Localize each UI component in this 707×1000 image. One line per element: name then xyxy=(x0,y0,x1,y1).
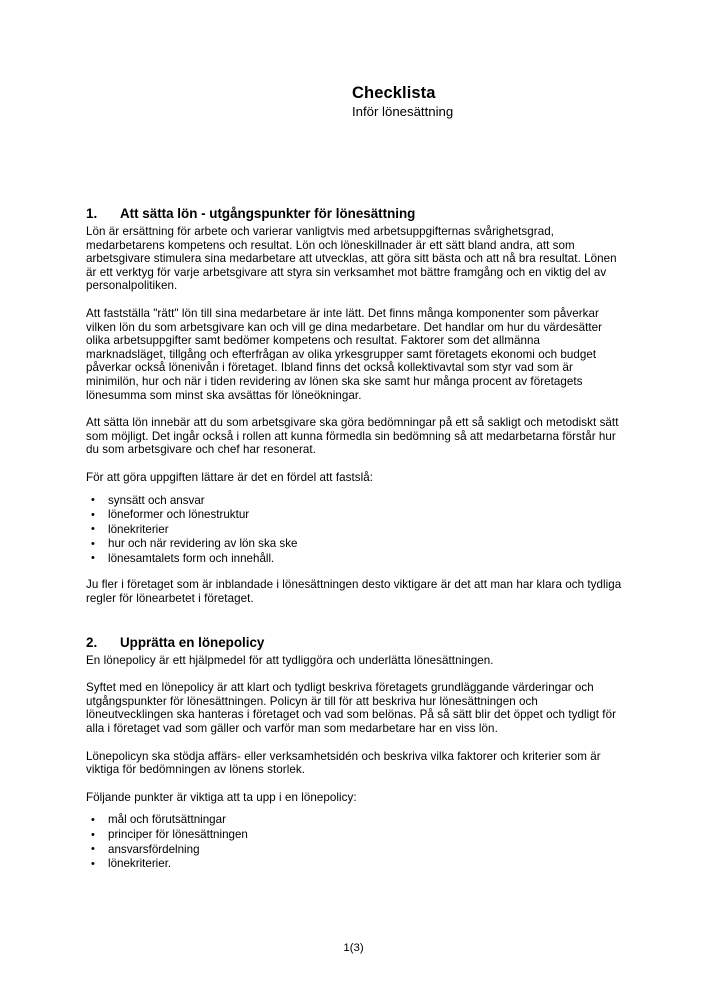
page-footer xyxy=(0,941,707,955)
list-item: • synsätt och ansvar xyxy=(86,494,622,509)
list-item: • mål och förutsättningar xyxy=(86,813,622,828)
section-1-paragraph-3: Att sätta lön innebär att du som arbetsgivare ska göra bedömningar på ett så sakligt och metodiskt sätt som möjligt. Det ingår också i rollen att kunna förmedla sin bedömning så att medarbetarna förstår hur du som arbetsgivare och chef har resonerat. xyxy=(86,416,619,457)
list-item: • lönekriterier xyxy=(86,523,622,538)
section-title-1: Att sätta lön - utgångspunkter för lönesättning xyxy=(120,206,416,221)
document-body xyxy=(86,206,622,884)
list-item: • lönekriterier. xyxy=(86,857,622,872)
list-item: • lönesamtalets form och innehåll. xyxy=(86,552,622,567)
section-1-bullet-list xyxy=(86,494,622,567)
list-item: • principer för lönesättningen xyxy=(86,828,622,843)
section-number-1: 1. xyxy=(86,206,98,221)
page-number: 1(3) xyxy=(343,942,364,954)
section-number-2: 2. xyxy=(86,634,98,650)
page-subtitle: Inför lönesättning xyxy=(352,104,454,119)
section-2-paragraph-3: Lönepolicyn ska stödja affärs- eller verksamhetsidén och beskriva vilka faktorer och kriterier som är viktiga för bedömningen av lönens storlek. xyxy=(86,749,601,777)
document-title-block xyxy=(352,84,652,120)
section-title-2: Upprätta en lönepolicy xyxy=(120,634,265,650)
section-2-paragraph-2: Syftet med en lönepolicy är att klart och tydligt beskriva företagets grundläggande värderingar och utgångspunkter för lönesättningen. Policyn är till för att beskriva hur lönesättningen och löneutvecklingen ska hanteras i företaget och vad som belönas. På så sätt blir det öppet och tydligt för alla i företaget vad som gäller och varför man som medarbetare har en viss lön. xyxy=(86,681,616,736)
section-1-paragraph-2: Att fastställa "rätt" lön till sina medarbetare är inte lätt. Det finns många komponenter som påverkar vilken lön du som arbetsgivare kan och vill ge dina medarbetare. Det handlar om hur du värdesätter olika arbetsuppgifter samt bedömer kompetens och resultat. Faktorer som det allmänna marknadsläget, tillgång och efterfrågan av olika yrkesgrupper samt företagets ekonomi och budget påverkar också lönenivån i företaget. Ibland finns det också kollektivavtal som styr vad som är minimilön, hur och när i tiden revidering av lönen ska ske samt hur många procent av företagets lönesumma som minst ska avsättas för löneökningar. xyxy=(86,306,603,402)
page-title: Checklista xyxy=(352,84,436,102)
section-2-paragraph-1: En lönepolicy är ett hjälpmedel för att tydliggöra och underlätta lönesättningen. xyxy=(86,653,494,667)
section-heading-2 xyxy=(86,635,622,651)
list-item: • löneformer och lönestruktur xyxy=(86,508,622,523)
list-item: • ansvarsfördelning xyxy=(86,843,622,858)
section-2-bullet-list xyxy=(86,813,622,871)
section-1-paragraph-5: Ju fler i företaget som är inblandade i lönesättningen desto viktigare är det att man har klara och tydliga regler för lönearbetet i företaget. xyxy=(86,578,622,606)
section-heading-1 xyxy=(86,206,622,222)
section-1-paragraph-1: Lön är ersättning för arbete och varierar vanligtvis med arbetsuppgifternas svårighetsgrad, medarbetarens kompetens och resultat. Lön och löneskillnader är ett sätt bland andra, att som arbetsgivare stimulera sina medarbetare att utvecklas, att göra sitt bästa och att nå bra resultat. Lönen är ett verktyg för varje arbetsgivare att styra sin verksamhet mot bättre framgång och en viktig del av personalpolitiken. xyxy=(86,225,617,293)
section-spacer xyxy=(86,620,622,635)
list-item: • hur och när revidering av lön ska ske xyxy=(86,537,622,552)
section-2-paragraph-4: Följande punkter är viktiga att ta upp i en lönepolicy: xyxy=(86,790,357,804)
section-1-paragraph-4: För att göra uppgiften lättare är det en fördel att fastslå: xyxy=(86,470,374,484)
